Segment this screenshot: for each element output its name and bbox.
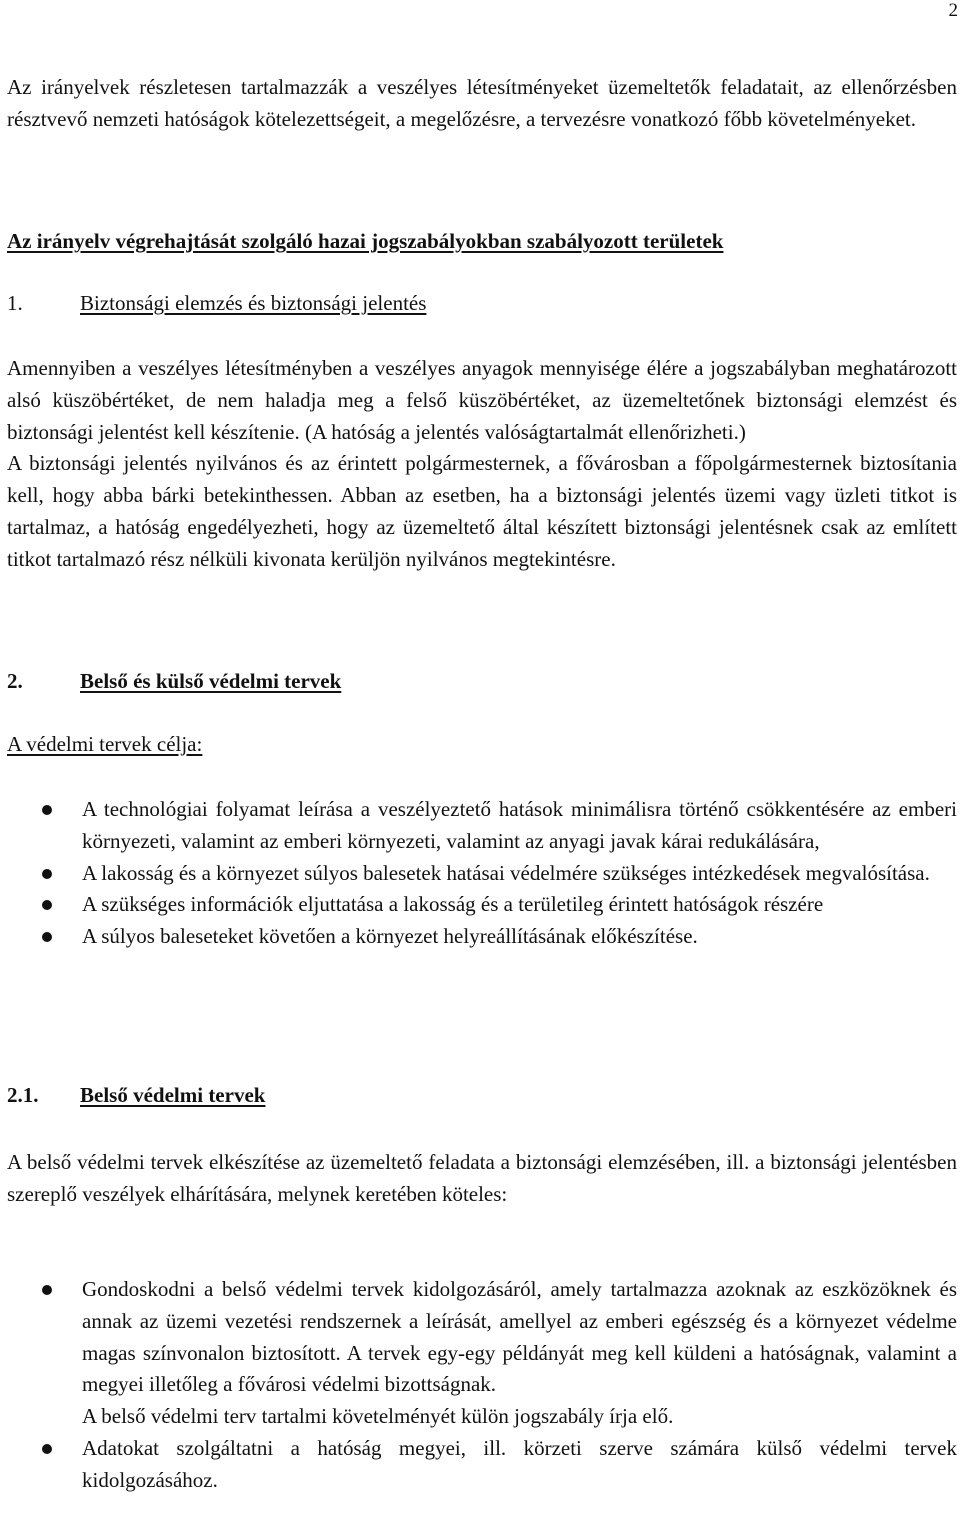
section1-paragraph1: Amennyiben a veszélyes létesítményben a veszélyes anyagok mennyisége élére a jogszabályban meghatározott alsó küszöbértéket, de nem haladja meg a felső küszöbértéket, az üzemeltetőnek biztonsági elemzést és biztonsági jelentést kell készítenie. (A hatóság a jelentés valóságtartalmát ellenőrizheti.) bbox=[7, 356, 957, 444]
list-item-note: A belső védelmi terv tartalmi követelményét külön jogszabály írja elő. bbox=[82, 1404, 674, 1429]
list-item: A súlyos baleseteket követően a környezet helyreállításának előkészítése. bbox=[7, 921, 957, 953]
section21-body bbox=[7, 1147, 957, 1211]
section2-number: 2. bbox=[7, 669, 23, 693]
list-item: A lakosság és a környezet súlyos balesetek hatásai védelmére szükséges intézkedések megvalósítása. bbox=[7, 858, 957, 890]
section1-heading bbox=[7, 291, 426, 316]
section1-title: Biztonsági elemzés és biztonsági jelentés bbox=[80, 291, 427, 315]
section21-paragraph: A belső védelmi tervek elkészítése az üzemeltető feladata a biztonsági elemzésében, ill. a biztonsági jelentésben szereplő veszélyek elhárítására, melynek keretében köteles: bbox=[7, 1150, 957, 1206]
list-item: A technológiai folyamat leírása a veszélyeztető hatások minimálisra történő csökkentésére az emberi környezeti, valamint az emberi környezeti, valamint az anyagi javak kárai redukálására, bbox=[7, 794, 957, 858]
section2-title: Belső és külső védelmi tervek bbox=[80, 669, 342, 693]
section2-heading bbox=[7, 669, 341, 694]
intro-paragraph-block bbox=[7, 72, 957, 136]
section1-body bbox=[7, 353, 957, 576]
list-item: A szükséges információk eljuttatása a lakosság és a területileg érintett hatóságok részére bbox=[7, 889, 957, 921]
list-item: Adatokat szolgáltatni a hatóság megyei, ill. körzeti szerve számára külső védelmi tervek kidolgozásához. bbox=[7, 1433, 957, 1497]
intro-paragraph: Az irányelvek részletesen tartalmazzák a veszélyes létesítményeket üzemeltetők feladatait, az ellenőrzésben résztvevő nemzeti hatóságok kötelezettségeit, a megelőzésre, a tervezésre vonatkozó főbb követelményeket. bbox=[7, 75, 957, 131]
section21-heading bbox=[7, 1083, 265, 1108]
section21-title: Belső védelmi tervek bbox=[80, 1083, 266, 1107]
section2-bullets bbox=[7, 794, 957, 953]
section21-bullets bbox=[7, 1274, 957, 1497]
list-item: Gondoskodni a belső védelmi tervek kidolgozásáról, amely tartalmazza azoknak az eszközöknek és annak az üzemi vezetési rendszernek a leírását, amellyel az emberi egészség és a környezet védelme magas színvonalon biztosított. A tervek egy-egy példányát meg kell küldeni a hatóságnak, valamint a megyei illetőleg a fővárosi védelmi bizottságnak. bbox=[7, 1274, 957, 1401]
areas-heading: Az irányelv végrehajtását szolgáló hazai jogszabályokban szabályozott területek bbox=[7, 229, 724, 253]
section1-paragraph2: A biztonsági jelentés nyilvános és az érintett polgármesternek, a fővárosban a főpolgármesternek biztosítania kell, hogy abba bárki betekinthessen. Abban az esetben, ha a biztonsági jelentés üzemi vagy üzleti titkot is tartalmaz, a hatóság engedélyezheti, hogy az üzemeltető által készített biztonsági jelentésnek csak az említett titkot tartalmazó rész nélküli kivonata kerüljön nyilvános megtekintésre. bbox=[7, 451, 957, 571]
section1-number: 1. bbox=[7, 291, 23, 315]
section21-number: 2.1. bbox=[7, 1083, 39, 1107]
section2-subheading: A védelmi tervek célja: bbox=[7, 732, 203, 756]
page-number: 2 bbox=[948, 0, 958, 21]
